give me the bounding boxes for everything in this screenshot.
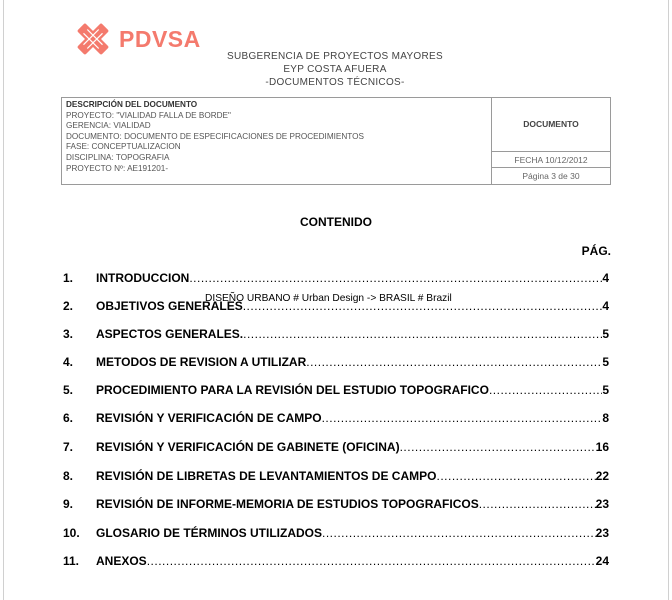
toc-leader [436, 469, 595, 483]
description-line: DOCUMENTO: DOCUMENTO DE ESPECIFICACIONES DE PROCEDIMIENTOS [66, 131, 364, 141]
toc-entry[interactable] [63, 327, 609, 345]
toc-entry[interactable] [63, 411, 609, 429]
toc-title: ANEXOS [96, 554, 147, 568]
toc-title: OBJETIVOS GENERALES [96, 299, 243, 313]
description-line: GERENCIA: VIALIDAD [66, 121, 151, 131]
toc-number: 3. [63, 327, 74, 341]
toc-page: 5 [602, 383, 609, 397]
toc-entry[interactable] [63, 526, 609, 544]
toc-leader [479, 497, 596, 511]
description-line: FASE: CONCEPTUALIZACION [66, 142, 181, 152]
header-line-1: SUBGERENCIA DE PROYECTOS MAYORES [227, 51, 443, 62]
overlay-annotation: DISEÑO URBANO # Urban Design -> BRASIL # Brazil [205, 293, 452, 304]
toc-page: 8 [602, 411, 609, 425]
toc-page: 24 [595, 554, 609, 568]
description-box [61, 97, 611, 185]
description-details [62, 98, 492, 184]
toc-page: 23 [595, 526, 609, 540]
header-line-3: -DOCUMENTOS TÉCNICOS- [265, 77, 405, 88]
document-info-cell [492, 98, 610, 184]
toc-leader [189, 271, 602, 285]
toc-number: 5. [63, 383, 74, 397]
toc-page: 22 [595, 469, 609, 483]
description-line: PROYECTO: "VIALIDAD FALLA DE BORDE" [66, 110, 231, 120]
toc-leader [243, 327, 602, 341]
toc-title: ASPECTOS GENERALES. [96, 327, 244, 341]
toc-page: 5 [602, 355, 609, 369]
toc-number: 4. [63, 355, 74, 369]
document-header [200, 50, 470, 89]
toc-entry[interactable] [63, 440, 609, 458]
toc-leader [306, 355, 602, 369]
header-line-2: EYP COSTA AFUERA [283, 64, 387, 75]
date-label: FECHA 10/12/2012 [514, 155, 588, 165]
toc-entry[interactable] [63, 554, 609, 572]
divider [492, 151, 610, 152]
toc-page: 4 [602, 299, 609, 313]
toc-entry[interactable] [63, 469, 609, 487]
toc-leader [322, 526, 596, 540]
toc-number: 11. [63, 554, 80, 568]
toc-title: REVISIÓN DE LIBRETAS DE LEVANTAMIENTOS DE CAMPO [96, 469, 437, 483]
toc-number: 9. [63, 497, 74, 511]
logo-text: PDVSA [119, 25, 201, 52]
toc-entry[interactable] [63, 497, 609, 515]
toc-leader [400, 440, 596, 454]
description-title: DESCRIPCIÓN DEL DOCUMENTO [66, 100, 198, 109]
toc-leader [489, 383, 602, 397]
toc-page: 23 [595, 497, 609, 511]
toc-leader [322, 411, 603, 425]
toc-title: GLOSARIO DE TÉRMINOS UTILIZADOS [96, 526, 323, 540]
page-edge-right [668, 0, 669, 600]
pdvsa-logo [74, 20, 201, 58]
toc-number: 7. [63, 440, 74, 454]
toc-title: REVISIÓN Y VERIFICACIÓN DE CAMPO [96, 411, 322, 425]
toc-page: 16 [595, 440, 609, 454]
page-column-heading: PÁG. [581, 244, 611, 258]
description-line: PROYECTO Nº: AE191201- [66, 163, 169, 173]
toc-leader [147, 554, 596, 568]
description-line: DISCIPLINA: TOPOGRAFIA [66, 152, 170, 162]
toc-title: PROCEDIMIENTO PARA LA REVISIÓN DEL ESTUDIO TOPOGRAFICO [96, 383, 489, 397]
toc-title: REVISIÓN DE INFORME-MEMORIA DE ESTUDIOS TOPOGRAFICOS [96, 497, 479, 511]
toc-title: REVISIÓN Y VERIFICACIÓN DE GABINETE (OFICINA) [96, 440, 400, 454]
page-number-label: Página 3 de 30 [522, 171, 580, 181]
toc-number: 1. [63, 271, 74, 285]
contents-heading: CONTENIDO [300, 215, 372, 229]
divider [492, 167, 610, 168]
document-label: DOCUMENTO [523, 119, 579, 129]
toc-title: INTRODUCCION [96, 271, 190, 285]
toc-title: METODOS DE REVISION A UTILIZAR [96, 355, 307, 369]
toc-number: 8. [63, 469, 74, 483]
toc-page: 4 [602, 271, 609, 285]
page-edge-left [3, 0, 4, 600]
toc-entry[interactable] [63, 383, 609, 401]
toc-entry[interactable] [63, 355, 609, 373]
pdvsa-sun-icon [74, 20, 112, 58]
toc-number: 2. [63, 299, 74, 313]
toc-number: 10. [63, 526, 80, 540]
toc-entry[interactable] [63, 271, 609, 289]
toc-page: 5 [602, 327, 609, 341]
toc-number: 6. [63, 411, 74, 425]
